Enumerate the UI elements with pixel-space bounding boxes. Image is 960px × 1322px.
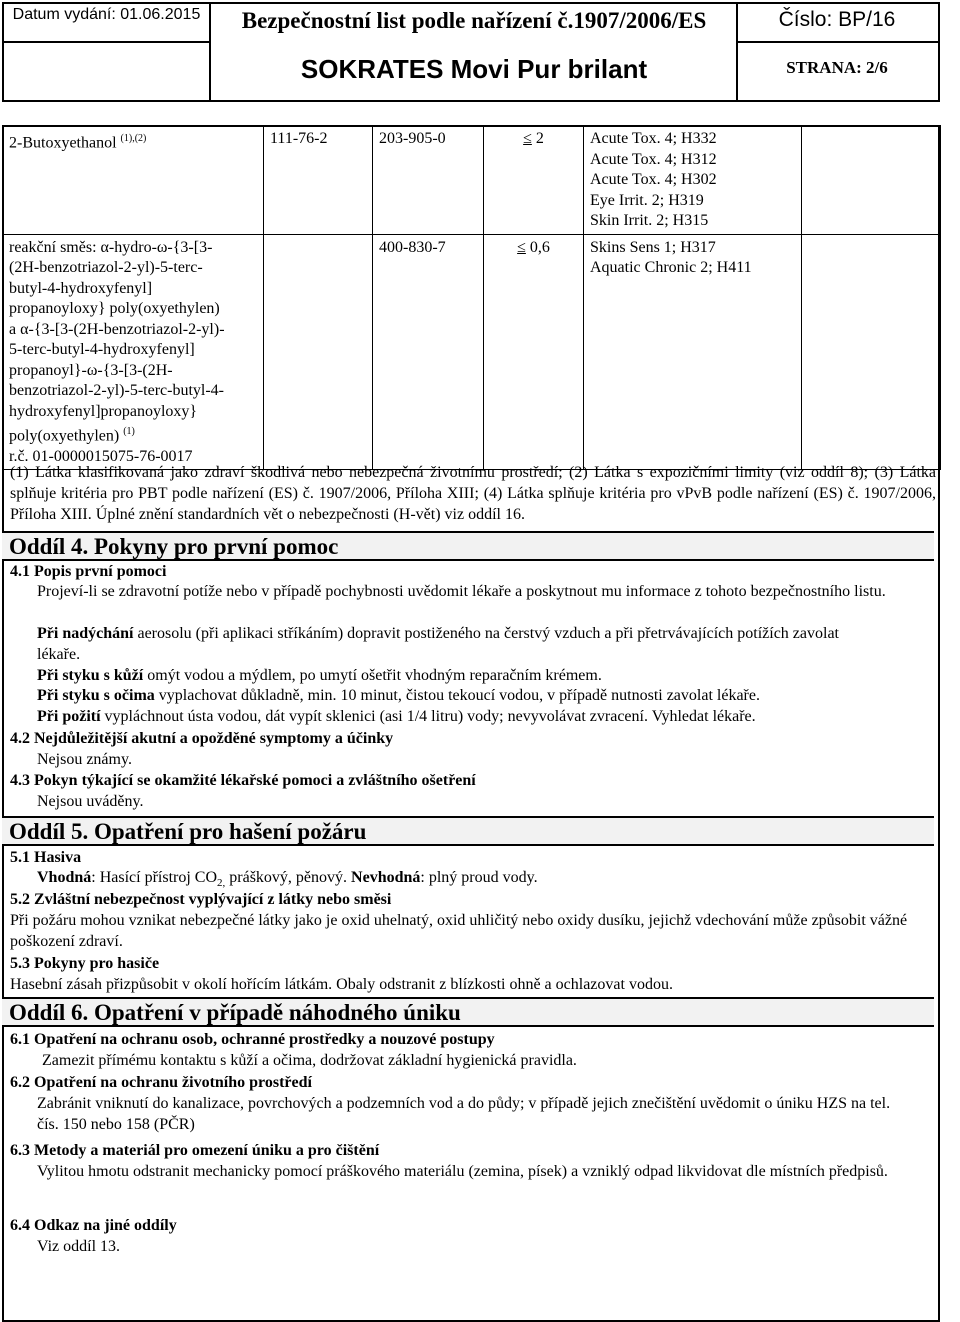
- cas-number: [264, 234, 373, 470]
- extinguishing-media: Vhodná: Hasící přístroj $CO_{2,}$ práškový, pěnový. Nevhodná: plný proud vody.: [37, 869, 538, 890]
- issue-date: Datum vydání: 01.06.2015: [12, 6, 201, 23]
- firefighter-advice-text: Hasební zásah přizpůsobit v okolí hořícím látkám. Obaly odstranit z blízkosti ohně a ochlazovat vodou.: [10, 976, 673, 993]
- subsection-6-4-title: 6.4 Odkaz na jiné oddíly: [10, 1217, 177, 1234]
- first-aid-ingestion: Při požití vypláchnout ústa vodou, dát vypít sklenici (asi 1/4 litru) vody; nevyvolávat zvracení. Vyhledat lékaře.: [37, 708, 756, 725]
- composition-table: [2, 125, 941, 470]
- header-divider: [736, 41, 938, 43]
- subsection-5-3-title: 5.3 Pokyny pro hasiče: [10, 955, 160, 972]
- subsection-5-1-title: 5.1 Hasiva: [10, 849, 82, 866]
- table-row: [3, 234, 941, 470]
- first-aid-general: Projeví-li se zdravotní potíže nebo v případě pochybnosti uvědomit lékaře a poskytnout mu informace z tohoto bezpečnostního listu.: [37, 583, 886, 600]
- concentration: ≤ 0,6: [484, 234, 584, 470]
- table-row: [3, 126, 941, 235]
- substance-name: reakční směs: α-hydro-ω-{3-[3- (2H-benzotriazol-2-yl)-5-terc- butyl-4-hydroxyfenyl] propanoyloxy} poly(oxyethylen) a α-{3-[3-(2H-benzotriazol-2-yl)- 5-terc-butyl-4-hydroxyfenyl] propanoyl}-ω-{3-[3-(2H- benzotriazol-2-yl)-5-terc-butyl-4- hydroxyfenyl]propanoyloxy} poly(oxyethylen) $^{(1)}$ r.č. 01-0000015075-76-0017: [3, 234, 264, 470]
- special-hazards-text: Při požáru mohou vznikat nebezpečné látky jako je oxid uhelnatý, oxid uhličitý nebo oxidy dusíku, jejichž vdechování může způsobit vážné poškození zdraví.: [10, 912, 908, 950]
- subsection-6-3-title: 6.3 Metody a materiál pro omezení úniku a pro čištění: [10, 1142, 380, 1159]
- concentration: ≤ 2: [484, 126, 584, 235]
- registration-number: r.č. 01-0000015075-76-0017: [9, 447, 193, 465]
- section-6-heading: Oddíl 6. Opatření v případě náhodného úniku: [2, 997, 934, 1027]
- document-number: Číslo: BP/16: [778, 8, 896, 31]
- subsection-4-1-title: 4.1 Popis první pomoci: [10, 563, 167, 580]
- hazard-classification: Skins Sens 1; H317 Aquatic Chronic 2; H411: [584, 234, 802, 470]
- document-title: Bezpečnostní list podle nařízení č.1907/2006/ES: [241, 8, 707, 33]
- empty-cell: [802, 126, 941, 235]
- subsection-4-2-title: 4.2 Nejdůležitější akutní a opožděné symptomy a účinky: [10, 730, 394, 747]
- section-5-heading: Oddíl 5. Opatření pro hašení požáru: [2, 816, 934, 846]
- section-4-heading: Oddíl 4. Pokyny pro první pomoc: [2, 531, 934, 561]
- composition-footnote: (1) Látka klasifikovaná jako zdraví škodlivá nebo nebezpečná životnímu prostředí; (2) Látka s expozičními limity (viz oddíl 8); (3) Látka splňuje kritéria pro PBT podle nařízení (ES) č. 1907/2006, Příloha XIII; (4) Látka splňuje kritéria pro vPvB podle nařízení (ES) č. 1907/2006, Příloha XIII. Úplné znění standardních vět o nebezpečnosti (H-vět) viz oddíl 16.: [10, 464, 936, 523]
- subsection-5-2-title: 5.2 Zvláštní nebezpečnost vyplývající z látky nebo směsi: [10, 891, 392, 908]
- medical-attention-text: Nejsou uváděny.: [37, 793, 144, 810]
- first-aid-skin: Při styku s kůží omýt vodou a mýdlem, po umytí ošetřit vhodným reparačním krémem.: [37, 667, 602, 684]
- environmental-precautions-text: Zabránit vniknutí do kanalizace, povrchových a podzemních vod a do půdy; v případě jejich znečištění uvědomit o úniku HZS na tel. čís. 150 nebo 158 (PČR): [37, 1095, 891, 1133]
- header-divider: [209, 4, 211, 100]
- first-aid-inhalation: Při nadýchání aerosolu (při aplikaci stříkáním) dopravit postiženého na čerstvý vzduch a při přetrvávajících potížích zavolat lékaře.: [37, 625, 839, 663]
- containment-methods-text: Vylitou hmotu odstranit mechanicky pomocí práškového materiálu (zemina, písek) a vzniklý odpad likvidovat dle místních předpisů.: [37, 1163, 888, 1180]
- header-divider: [4, 41, 209, 43]
- product-name: SOKRATES Movi Pur brilant: [300, 54, 648, 84]
- hazard-classification: Acute Tox. 4; H332 Acute Tox. 4; H312 Acute Tox. 4; H302 Eye Irrit. 2; H319 Skin Irrit. 2; H315: [584, 126, 802, 235]
- ec-number: 203-905-0: [373, 126, 484, 235]
- empty-cell: [802, 234, 941, 470]
- cas-number: 111-76-2: [264, 126, 373, 235]
- first-aid-eyes: Při styku s očima vyplachovat důkladně, min. 10 minut, čistou tekoucí vodou, v případě nutnosti zavolat lékaře.: [37, 687, 760, 704]
- ec-number: 400-830-7: [373, 234, 484, 470]
- substance-name: 2-Butoxyethanol $^{(1),(2)}$: [3, 126, 264, 235]
- document-header: [2, 2, 940, 102]
- subsection-4-3-title: 4.3 Pokyn týkající se okamžité lékařské pomoci a zvláštního ošetření: [10, 772, 476, 789]
- personal-precautions-text: Zamezit přímému kontaktu s kůží a očima, dodržovat základní hygienická pravidla.: [42, 1052, 577, 1069]
- reference-text: Viz oddíl 13.: [37, 1238, 121, 1255]
- symptoms-text: Nejsou známy.: [37, 751, 132, 768]
- subsection-6-1-title: 6.1 Opatření na ochranu osob, ochranné prostředky a nouzové postupy: [10, 1031, 495, 1048]
- subsection-6-2-title: 6.2 Opatření na ochranu životního prostředí: [10, 1074, 312, 1091]
- page-number: STRANA: 2/6: [786, 58, 888, 77]
